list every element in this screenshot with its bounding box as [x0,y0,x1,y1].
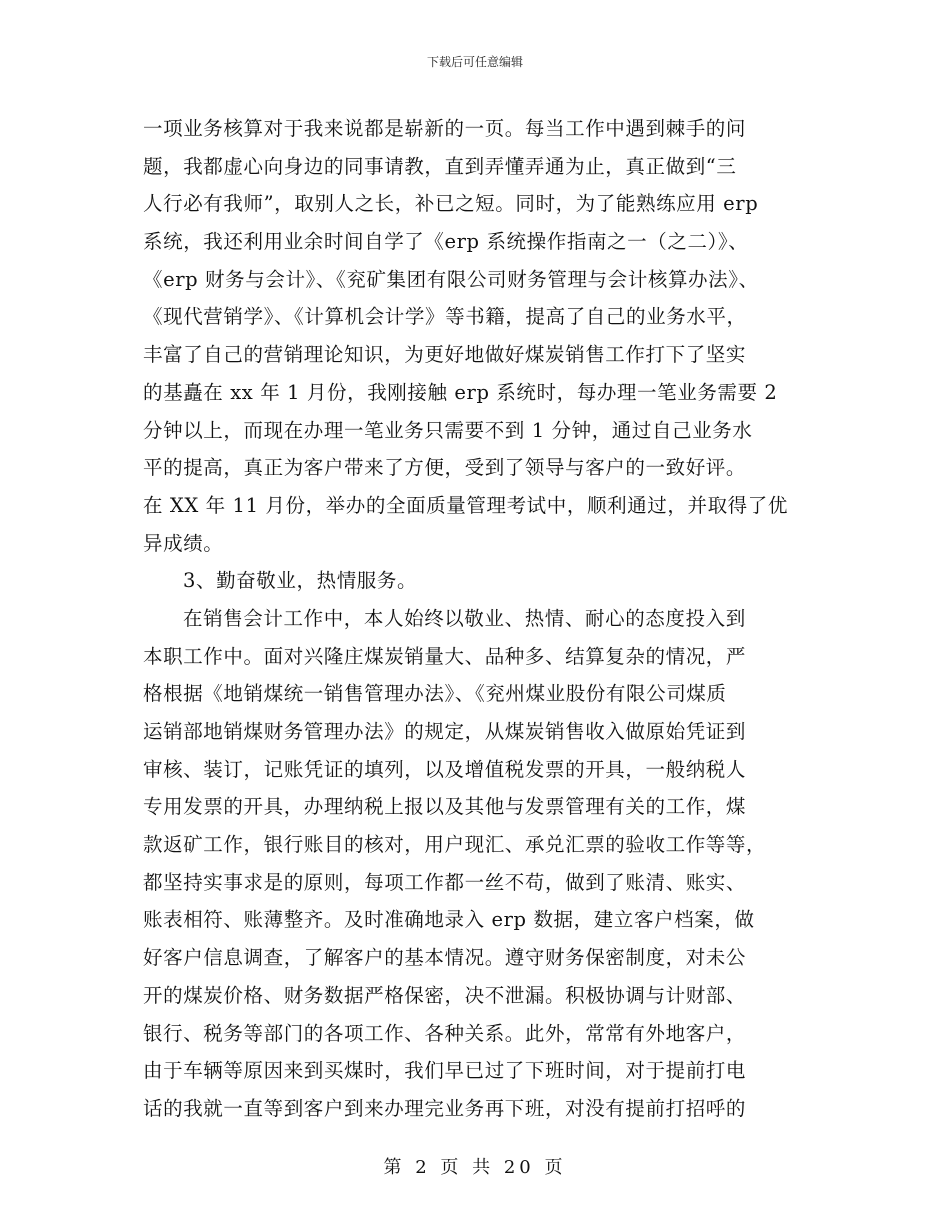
page-header: 下载后可任意编辑 [426,55,523,69]
paragraph-start: 在销售会计工作中，本人始终以敬业、热情、耐心的态度投入到 [183,606,746,630]
text-line: 一项业务核算对于我来说都是崭新的一页。每当工作中遇到棘手的问 [143,117,747,140]
text-line: 题，我都虚心向身边的同事请教，直到弄懂弄通为止，真正做到“三 [143,154,737,178]
text-line: 《现代营销学》、《计算机会计学》等书籍，提高了自己的业务水平， [143,305,747,329]
text-line: 运销部地销煤财务管理办法》的规定，从煤炭销售收入做原始凭证到 [143,720,747,743]
text-line: 在 XX 年 11 月份，举办的全面质量管理考试中，顺利通过，并取得了优 [143,493,788,517]
text-line: 人行必有我师”，取别人之长，补已之短。同时，为了能熟练应用 erp [143,192,759,216]
text-line: 好客户信息调查，了解客户的基本情况。遵守财务保密制度，对未公 [143,946,747,970]
text-line: 由于车辆等原因来到买煤时，我们早已过了下班时间，对于提前打电 [143,1059,747,1083]
text-line: 话的我就一直等到客户到来办理完业务再下班，对没有提前打招呼的 [143,1096,747,1120]
text-line: 丰富了自己的营销理论知识，为更好地做好煤炭销售工作打下了坚实 [143,343,747,367]
text-line: 的基矗在 xx 年 1 月份，我刚接触 erp 系统时，每办理一笔业务需要 2 [143,380,778,404]
text-line: 开的煤炭价格、财务数据严格保密，决不泄漏。积极协调与计财部、 [143,983,747,1007]
text-line: 都坚持实事求是的原则，每项工作都一丝不苟，做到了账清、账实、 [143,870,747,894]
document-body [143,110,813,1128]
text-line: 专用发票的开具，办理纳税上报以及其他与发票管理有关的工作，煤 [143,795,747,819]
text-line: 分钟以上，而现在办理一笔业务只需要不到 1 分钟，通过自己业务水 [143,418,753,442]
text-line: 本职工作中。面对兴隆庄煤炭销量大、品种多、结算复杂的情况，严 [143,644,747,668]
section-heading: 3、勤奋敬业，热情服务。 [183,569,418,593]
text-line: 格根据《地销煤统一销售管理办法》、《兖州煤业股份有限公司煤质 [143,682,727,706]
text-line: 《erp 财务与会计》、《兖矿集团有限公司财务管理与会计核算办法》、 [143,267,759,291]
text-line: 平的提高，真正为客户带来了方便，受到了领导与客户的一致好评。 [143,456,747,480]
text-line: 异成绩。 [143,531,224,555]
text-line: 银行、税务等部门的各项工作、各种关系。此外，常常有外地客户， [143,1021,747,1045]
text-line: 系统，我还利用业余时间自学了《erp 系统操作指南之一（之二）》、 [143,230,749,254]
page-number: 第 2 页 共 20 页 [383,1157,567,1178]
text-line: 审核、装订，记账凭证的填列，以及增值税发票的开具，一般纳税人 [143,757,747,781]
text-line: 款返矿工作，银行账目的核对，用户现汇、承兑汇票的验收工作等等， [143,833,767,857]
text-line: 账表相符、账薄整齐。及时准确地录入 erp 数据，建立客户档案，做 [143,908,755,932]
